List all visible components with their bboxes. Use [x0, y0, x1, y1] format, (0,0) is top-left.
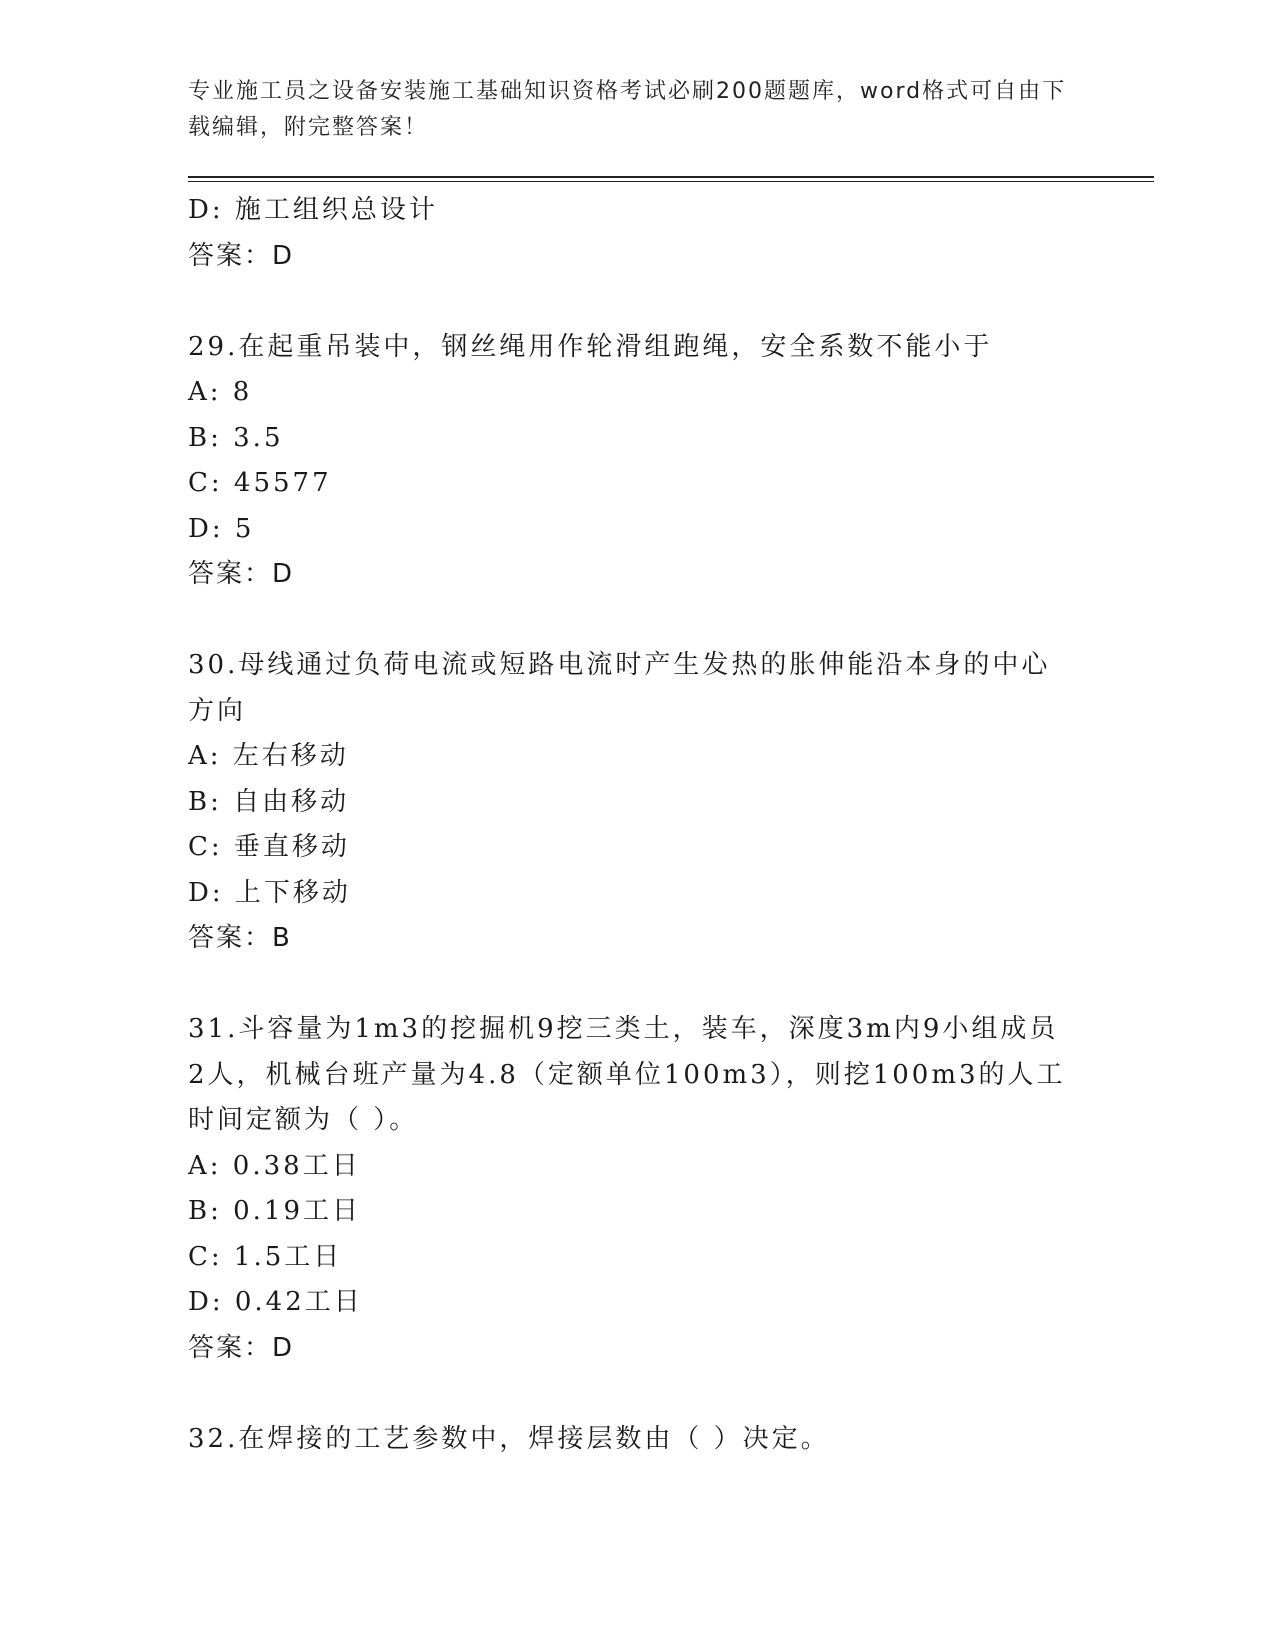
spacer [188, 1371, 1088, 1417]
document-header: 专业施工员之设备安装施工基础知识资格考试必刷200题题库，word格式可自由下载编辑，附完整答案！ [188, 79, 1067, 140]
spacer [188, 598, 1088, 644]
option-c: C: 1.5工日 [188, 1241, 343, 1272]
option-c: C: 垂直移动 [188, 832, 350, 862]
option-c: C: 45577 [188, 468, 332, 498]
option-d: D: 5 [188, 513, 255, 544]
option-a: A: 左右移动 [188, 741, 349, 771]
option-a: A: 0.38工日 [188, 1150, 361, 1181]
option-a: A: 8 [188, 377, 253, 407]
option-b: B: 0.19工日 [188, 1196, 362, 1226]
question-stem: 29.在起重吊装中，钢丝绳用作轮滑组跑绳，安全系数不能小于 [188, 331, 993, 362]
question-stem: 30.母线通过负荷电流或短路电流时产生发热的胀伸能沿本身的中心方向 [188, 650, 1051, 726]
spacer [188, 279, 1088, 325]
option-b: B: 自由移动 [188, 786, 350, 817]
header-divider-thin [188, 181, 1154, 182]
option-d: D: 上下移动 [188, 877, 351, 908]
spacer [188, 962, 1088, 1008]
answer-line: 答案：D [188, 559, 295, 589]
option-d: D: 0.42工日 [188, 1287, 363, 1317]
answer-line: 答案：B [188, 923, 292, 953]
question-stem: 31.斗容量为1m3的挖掘机9挖三类土，装车，深度3m内9小组成员2人，机械台班产量为4.8（定额单位100m3），则挖100m3的人工时间定额为（ ）。 [188, 1014, 1066, 1135]
answer-line: 答案：D [188, 240, 295, 271]
question-list [188, 188, 1088, 1462]
option-b: B: 3.5 [188, 422, 284, 453]
header-divider-thick [188, 176, 1154, 178]
question-stem: 32.在焊接的工艺参数中，焊接层数由（ ）决定。 [188, 1423, 830, 1454]
option-d: D: 施工组织总设计 [188, 195, 438, 225]
answer-line: 答案：D [188, 1332, 295, 1363]
